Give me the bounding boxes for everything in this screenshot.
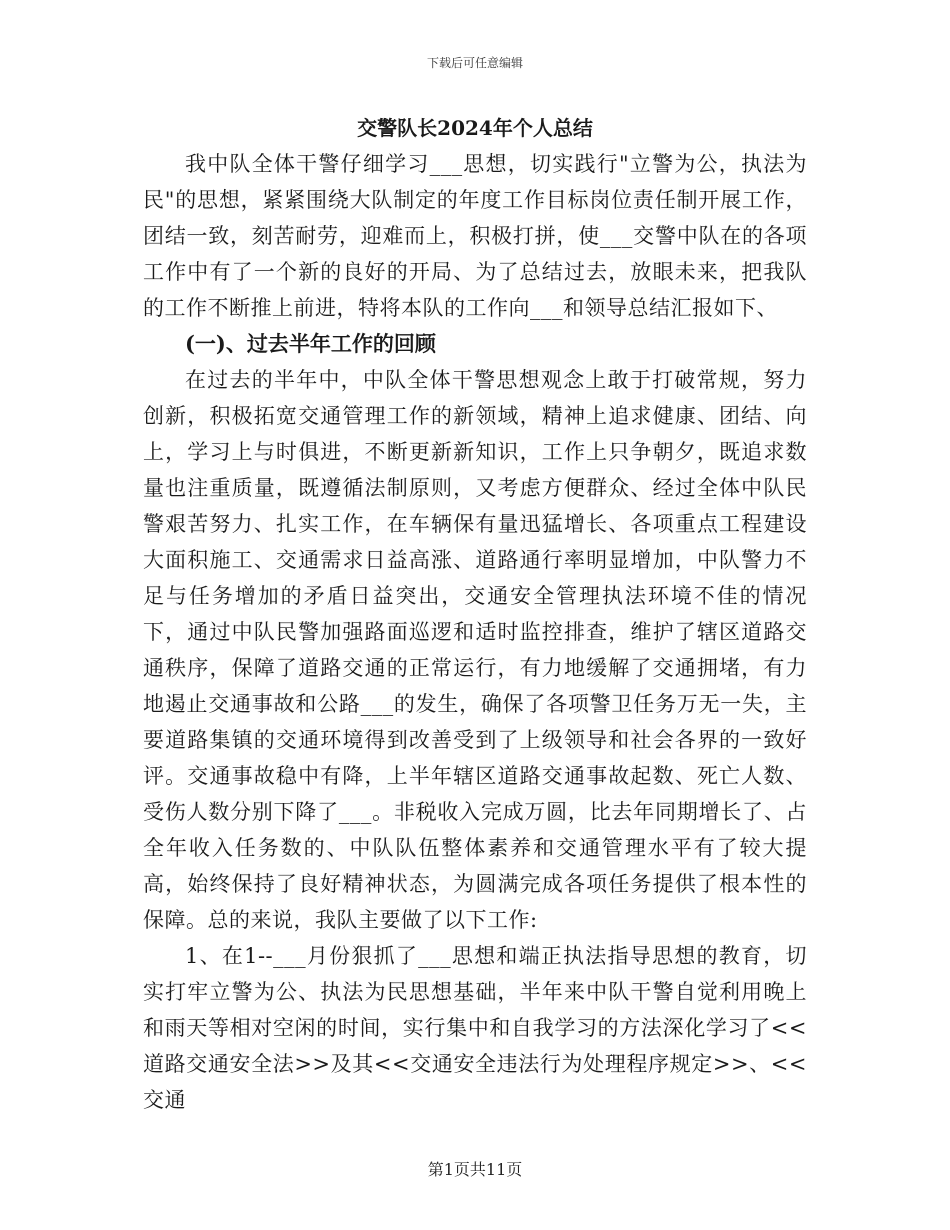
document-title: 交警队长2024年个人总结 <box>357 116 593 140</box>
section-heading: (一)、过去半年工作的回顾 <box>185 331 436 356</box>
document-body <box>143 110 807 1118</box>
paragraph-intro: 我中队全体干警仔细学习___思想，切实践行"立警为公，执法为民"的思想，紧紧围绕大队制定的年度工作目标岗位责任制开展工作，团结一致，刻苦耐劳，迎难而上，积极打拼，使___交警中队在的各项工作中有了一个新的良好的开局、为了总结过去，放眼未来，把我队的工作不断推上前进，特将本队的工作向___和领导总结汇报如下、 <box>143 152 807 320</box>
page-number: 第1页共11页 <box>427 1160 523 1179</box>
page-header-note: 下载后可任意编辑 <box>426 56 523 70</box>
paragraph-item-1: 1、在1--___月份狠抓了___思想和端正执法指导思想的教育，切实打牢立警为公、执法为民思想基础，半年来中队干警自觉利用晚上和雨天等相对空闲的时间，实行集中和自我学习的方法深化学习了<<道路交通安全法>>及其<<交通安全违法行为处理程序规定>>、<<交通 <box>143 944 807 1112</box>
paragraph-review: 在过去的半年中，中队全体干警思想观念上敢于打破常规，努力创新，积极拓宽交通管理工作的新领域，精神上追求健康、团结、向上，学习上与时俱进，不断更新新知识，工作上只争朝夕，既追求数量也注重质量，既遵循法制原则，又考虑方便群众、经过全体中队民警艰苦努力、扎实工作，在车辆保有量迅猛增长、各项重点工程建设大面积施工、交通需求日益高涨、道路通行率明显增加，中队警力不足与任务增加的矛盾日益突出，交通安全管理执法环境不佳的情况下，通过中队民警加强路面巡逻和适时监控排查，维护了辖区道路交通秩序，保障了道路交通的正常运行，有力地缓解了交通拥堵，有力地遏止交通事故和公路___的发生，确保了各项警卫任务万无一失，主要道路集镇的交通环境得到改善受到了上级领导和社会各界的一致好评。交通事故稳中有降，上半年辖区道路交通事故起数、死亡人数、受伤人数分别下降了___。非税收入完成万圆，比去年同期增长了、占全年收入任务数的、中队队伍整体素养和交通管理水平有了较大提高，始终保持了良好精神状态，为圆满完成各项任务提供了根本性的保障。总的来说，我队主要做了以下工作: <box>143 368 807 932</box>
